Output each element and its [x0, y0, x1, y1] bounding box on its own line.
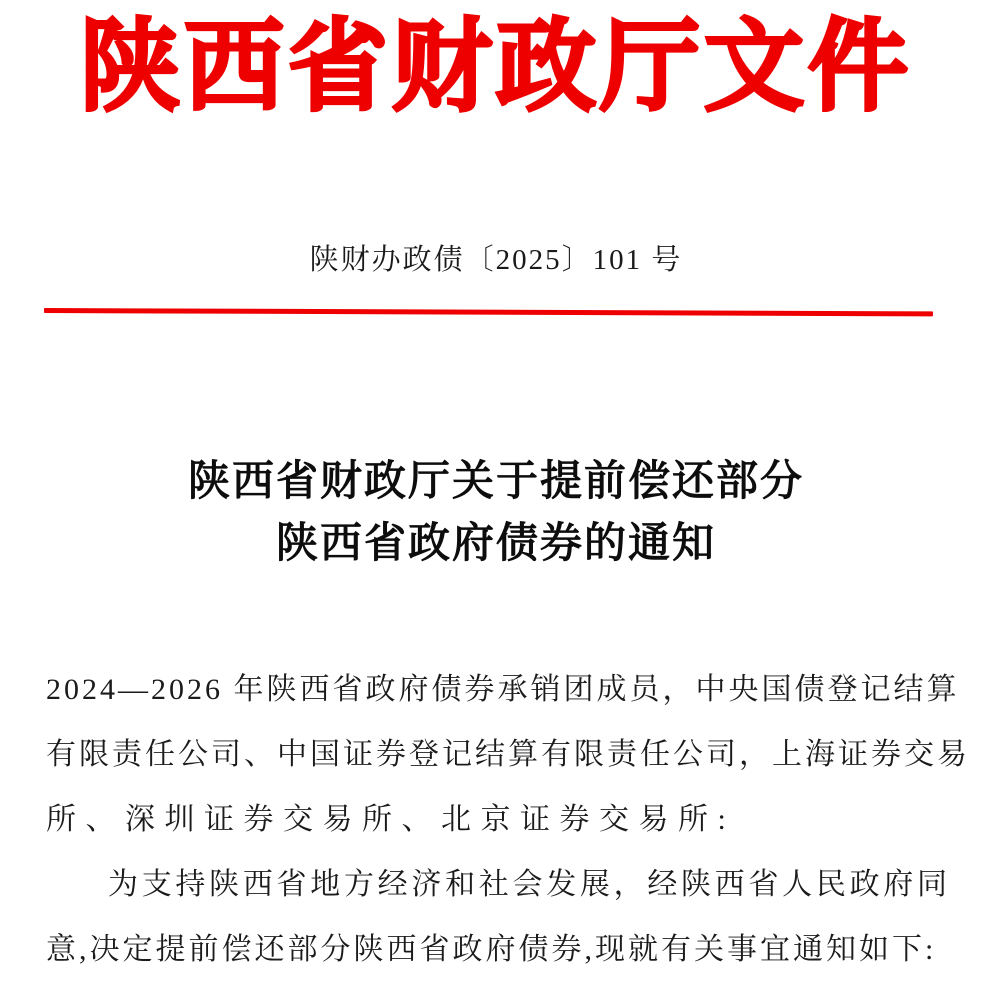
body-line: 有限责任公司、中国证券登记结算有限责任公司，上海证券交易	[46, 738, 970, 771]
doc-reference-number: 陕财办政债〔2025〕101 号	[309, 244, 683, 276]
body-line: 2024—2026 年陕西省政府债券承销团成员，中央国债登记结算	[46, 673, 960, 706]
body-line: 所、深圳证券交易所、北京证券交易所:	[46, 803, 736, 836]
document-title-line-2: 陕西省政府债券的通知	[275, 521, 716, 567]
body-line: 为支持陕西省地方经济和社会发展，经陕西省人民政府同	[108, 868, 950, 901]
document-title-line-1: 陕西省财政厅关于提前偿还部分	[187, 459, 804, 505]
document-title	[0, 451, 992, 575]
red-separator-line	[44, 308, 933, 316]
agency-banner-title: 陕西省财政厅文件	[80, 12, 912, 123]
document-page	[0, 8, 992, 968]
body-line: 意,决定提前偿还部分陕西省政府债券,现就有关事宜通知如下:	[46, 933, 937, 966]
document-body	[46, 657, 970, 982]
